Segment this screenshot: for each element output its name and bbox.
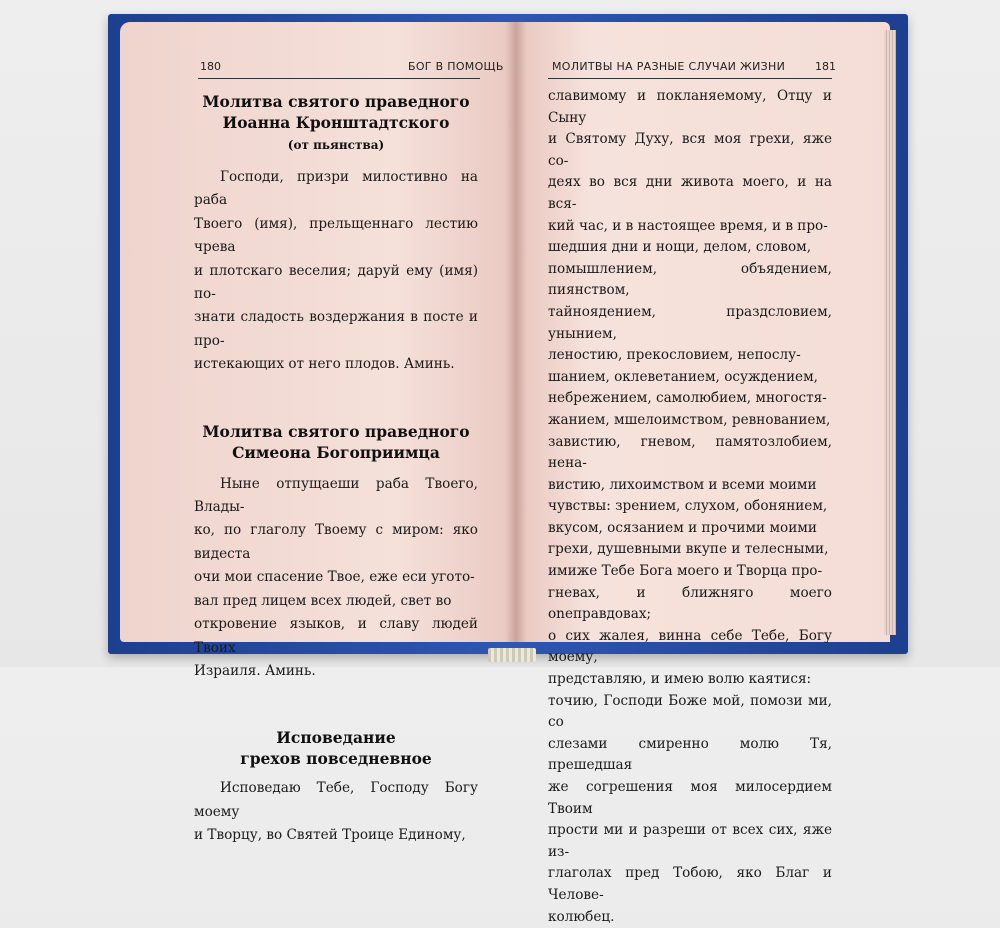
prayer-body-confession: Исповедаю Тебе, Господу Богу моему и Творцу, во Святей Троице Единому, xyxy=(194,780,478,844)
prayer-body-kronstadt: Господи, призри милостивно на раба Твоего (имя), прельщеннаго лестию чрева и плотскаго веселия; даруй ему (имя) по- знати сладость воздержания в посте и про- истекающих от него плодов. Аминь. xyxy=(194,169,478,373)
prayer-body-simeon: Ныне отпущаеши раба Твоего, Влады- ко, по глаголу Твоему с миром: яко видеста очи мои спасение Твое, еже еси угото- вал пред лицем всех людей, свет во откровение языков, и славу людей Твоих Израиля. Аминь. xyxy=(194,475,478,679)
right-page-number: 181 xyxy=(815,60,836,73)
page-edges xyxy=(884,30,896,635)
right-page-text: славимому и покланяемому, Отцу и Сыну и Святому Духу, вся моя грехи, яже со- деях во вся дни живота моего, и на вся- кий час, и в настоящее время, и в про- шедшия дни и нощи, делом, словом, помышлением, объядением, пиянством, тайноядением, праздсловием, унынием, леностию, прекословием, непослу- шанием, оклеветанием, осуждением, небрежением, самолюбием, многостя- жанием, мшелоимством, ревнованием, завистию, гневом, памятозлобием, нена- вистию, лихоимством и всеми моими чувствы: зрением, слухом, обонянием, вкусом, осязанием и прочими моими грехи, душевными вкупе и телесными, имиже Тебе Бога моего и Творца про- гневах, и ближняго моего оneправдовах; о сих жалея, винна себе Тебе, Богу моему, представляю, и имею волю каятися: точию, Господи Боже мой, помози ми, со слезами смиренно молю Тя, прешедшая же согрешения моя милосердием Твоим прости ми и разреши от всех сих, яже из- глаголах пред Тобою, яко Благ и Челове- колюбец. xyxy=(548,88,832,925)
right-header-rule xyxy=(548,78,832,79)
bookmark-ribbon xyxy=(488,648,536,662)
right-running-title: МОЛИТВЫ НА РАЗНЫЕ СЛУЧАИ ЖИЗНИ xyxy=(552,60,786,73)
prayer-subtitle: (от пьянства) xyxy=(287,138,385,152)
left-page-text xyxy=(194,91,478,848)
prayer-title-simeon: Молитва святого праведного Симеона Богоприимца xyxy=(202,421,470,462)
left-running-title: БОГ В ПОМОЩЬ xyxy=(408,60,504,73)
left-header-rule xyxy=(198,78,480,79)
prayer-title-confession: Исповедание грехов повседневное xyxy=(240,728,432,769)
prayer-title-kronstadt: Молитва святого праведного Иоанна Кронштадтского xyxy=(202,92,470,132)
book-spine xyxy=(505,22,527,642)
left-page-number: 180 xyxy=(200,60,221,73)
